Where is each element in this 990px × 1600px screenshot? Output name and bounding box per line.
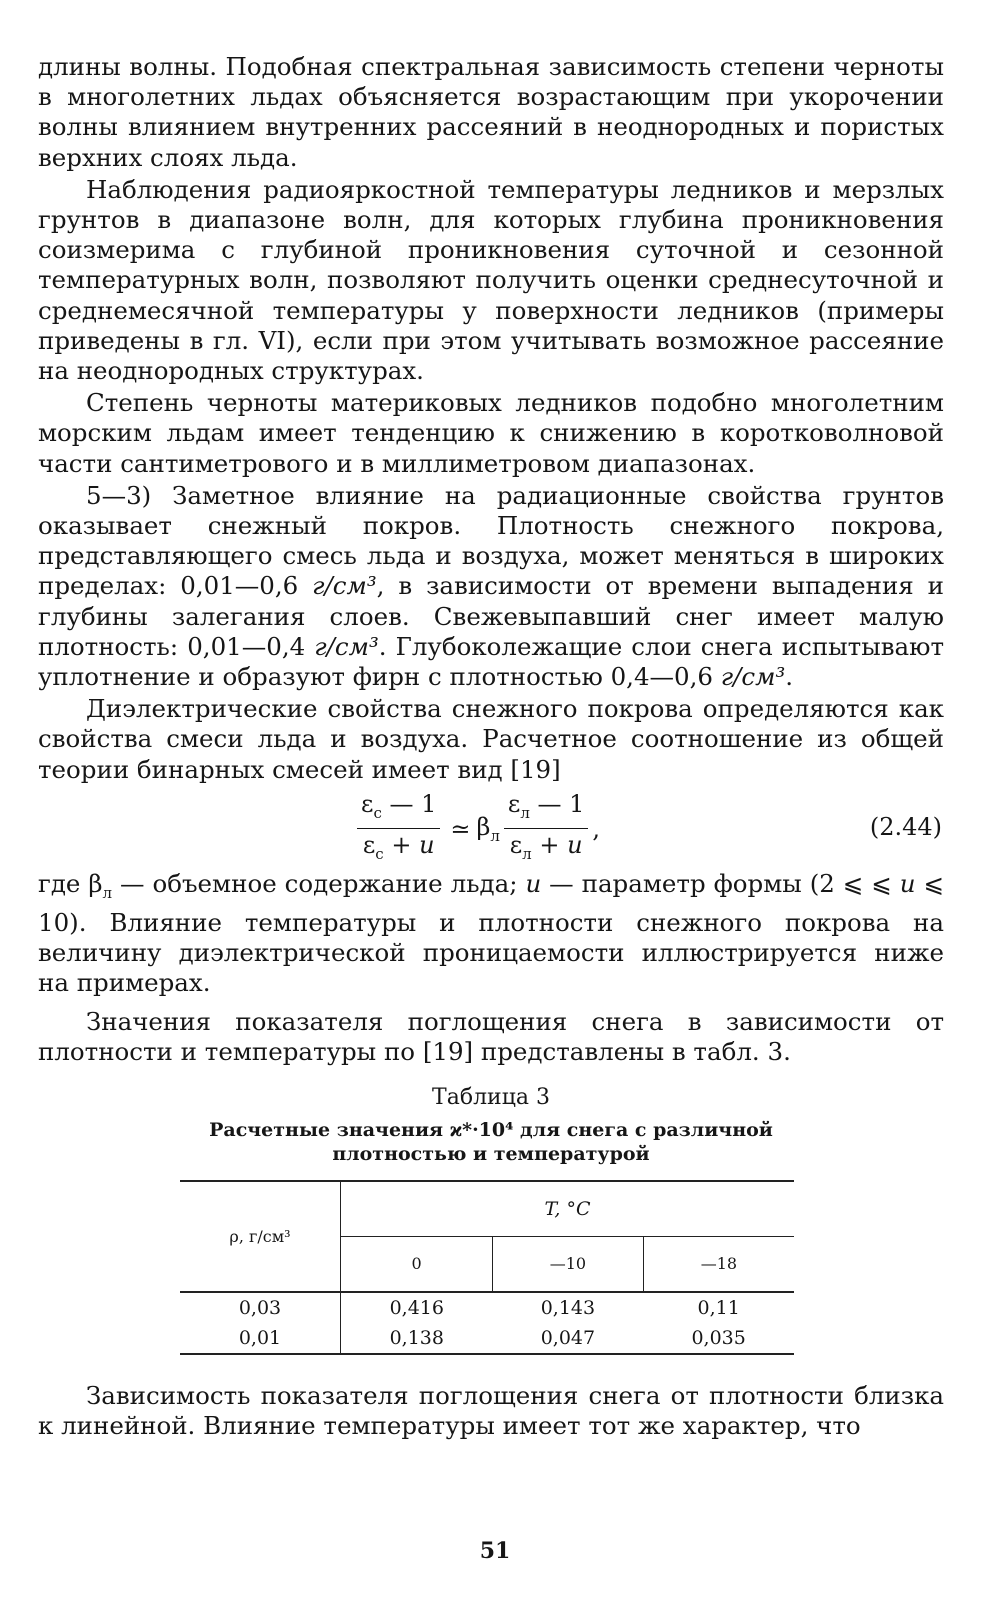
table-cell: 0,416 bbox=[389, 1296, 444, 1319]
table-row bbox=[180, 1323, 794, 1354]
page-number: 51 bbox=[479, 1538, 511, 1564]
table-cell: 0,03 bbox=[180, 1292, 341, 1323]
paragraph-8: Зависимость показателя поглощения снега от плотности близка к линейной. Влияние температуры имеет тот же характер, что bbox=[38, 1380, 944, 1441]
table-row bbox=[180, 1292, 794, 1323]
equation-2-44 bbox=[38, 789, 944, 869]
table-header-temp-col: —10 bbox=[493, 1236, 644, 1292]
fraction-right-numerator: $\varepsilon_л$ — 1 bbox=[504, 790, 589, 830]
paragraph-4-text-4: . bbox=[785, 662, 794, 692]
equation-number: (2.44) bbox=[869, 812, 942, 841]
paragraph-4 bbox=[38, 481, 944, 692]
equation-expression bbox=[353, 789, 600, 869]
density-unit: г/см³ bbox=[312, 571, 377, 601]
table-cell: 0,035 bbox=[643, 1323, 794, 1354]
beta-symbol: $\beta_л$ bbox=[476, 812, 500, 845]
paragraph-6: где $\beta_л$ — объемное содержание льда; u — параметр формы (2 ⩽ ⩽ u ⩽ 10). Влияние температуры и плотности снежного покрова на величину диэлектрической проницаемости иллюстрируется ниже на примерах. bbox=[38, 868, 945, 998]
table-cell: 0,01 bbox=[180, 1323, 341, 1354]
paragraph-4-text-1: 5—3) Заметное влияние на радиационные свойства грунтов оказывает снежный покров. Плотность снежного покрова, представляющего смесь льда и воздуха, может меняться в широких пределах: 0,01—0,6 bbox=[38, 480, 944, 601]
approx-operator: ≃ bbox=[450, 814, 471, 843]
data-table bbox=[180, 1180, 794, 1355]
table-cell: 0,11 bbox=[697, 1296, 740, 1319]
paragraph-1: длины волны. Подобная спектральная зависимость степени черноты в многолетних льдах объясняется возрастающим при укорочении волны влиянием внутренних рассеяний в неоднородных и пористых верхних слоях льда. bbox=[38, 52, 944, 172]
density-unit: г/см³ bbox=[314, 631, 379, 661]
paragraph-7: Значения показателя поглощения снега в зависимости от плотности и температуры по [19] представлены в табл. 3. bbox=[38, 1006, 944, 1066]
paragraph-4-text-2: , в зависимости от времени выпадения и глубины залегания слоев. Свежевыпавший снег имеет малую плотность: 0,01—0,4 bbox=[38, 571, 944, 661]
page-content bbox=[38, 52, 944, 1441]
table-header-temp-col: 0 bbox=[341, 1236, 493, 1292]
fraction-right-denominator: $\varepsilon_л + u$ bbox=[509, 831, 583, 864]
table-header-temperature: T, °C bbox=[341, 1181, 795, 1237]
table-cell: 0,143 bbox=[540, 1296, 596, 1319]
paragraph-5: Диэлектрические свойства снежного покрова определяются как свойства смеси льда и воздуха. Расчетное соотношение из общей теории бинарных смесей имеет вид [19] bbox=[38, 694, 944, 784]
fraction-left-denominator: $\varepsilon_с + u$ bbox=[362, 831, 435, 864]
table-cell: 0,047 bbox=[493, 1323, 644, 1354]
paragraph-2: Наблюдения радиояркостной температуры ледников и мерзлых грунтов в диапазоне волн, для которых глубина проникновения соизмерима с глубиной проникновения суточной и сезонной температурных волн, позволяют получить оценки среднесуточной и среднемесячной температуры у поверхности ледников (примеры приведены в гл. VI), если при этом учитывать возможное рассеяние на неоднородных структурах. bbox=[38, 174, 944, 386]
paragraph-4-text-3: . Глубоколежащие слои снега испытывают уплотнение и образуют фирн с плотностью 0,4—0,6 bbox=[38, 631, 944, 692]
paragraph-3: Степень черноты материковых ледников подобно многолетним морским льдам имеет тенденцию к снижению в коротковолновой части сантиметрового и в миллиметровом диапазонах. bbox=[38, 388, 944, 478]
equation-comma: , bbox=[592, 814, 601, 843]
table-title: Расчетные значения ϰ*·10⁴ для снега с различной плотностью и температурой bbox=[209, 1118, 773, 1165]
table-caption: Таблица 3 bbox=[432, 1084, 550, 1110]
fraction-right bbox=[504, 790, 589, 869]
density-unit: г/см³ bbox=[720, 662, 786, 692]
table-header-density: ρ, г/см³ bbox=[180, 1181, 341, 1292]
fraction-left bbox=[357, 790, 440, 869]
table-header-temp-col: —18 bbox=[643, 1236, 794, 1292]
fraction-left-numerator: $\varepsilon_с$ — 1 bbox=[357, 790, 440, 830]
table-cell: 0,138 bbox=[341, 1323, 493, 1354]
